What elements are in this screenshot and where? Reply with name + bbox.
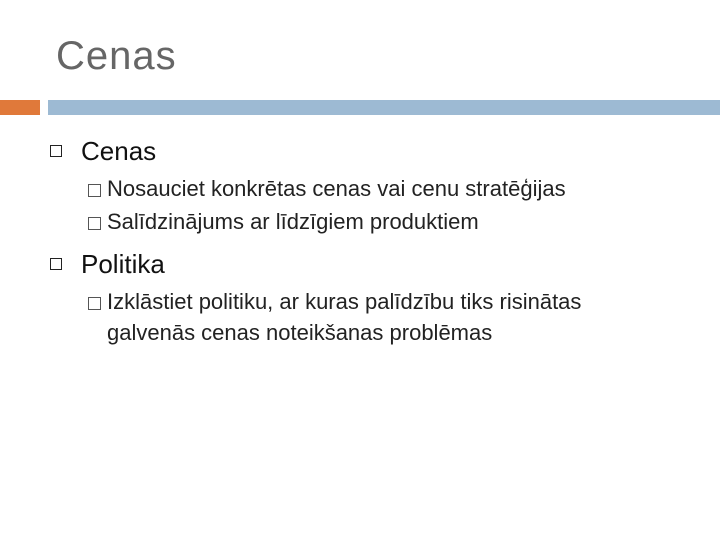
checkbox-bullet-icon: [88, 217, 101, 230]
bullet-label: Cenas: [81, 136, 157, 166]
sub-bullet: [88, 176, 566, 202]
square-bullet-icon: [50, 258, 62, 270]
sub-bullet-text: Nosauciet konkrētas cenas vai cenu stratēģijas: [107, 176, 566, 201]
checkbox-bullet-icon: [88, 184, 101, 197]
checkbox-bullet-icon: [88, 297, 101, 310]
square-bullet-icon: [50, 145, 62, 157]
sub-bullet: [88, 289, 581, 315]
bullet-label: Politika: [81, 249, 165, 279]
sub-bullet-text: Izklāstiet politiku, ar kuras palīdzību tiks risinātas: [107, 289, 582, 314]
sub-bullet-text: Salīdzinājums ar līdzīgiem produktiem: [107, 209, 479, 234]
sub-bullet: [88, 209, 479, 235]
accent-bar-blue: [48, 100, 720, 115]
accent-bar-orange: [0, 100, 40, 115]
slide-title: Cenas: [56, 34, 177, 78]
sub-bullet-continuation: galvenās cenas noteikšanas problēmas: [107, 320, 493, 345]
